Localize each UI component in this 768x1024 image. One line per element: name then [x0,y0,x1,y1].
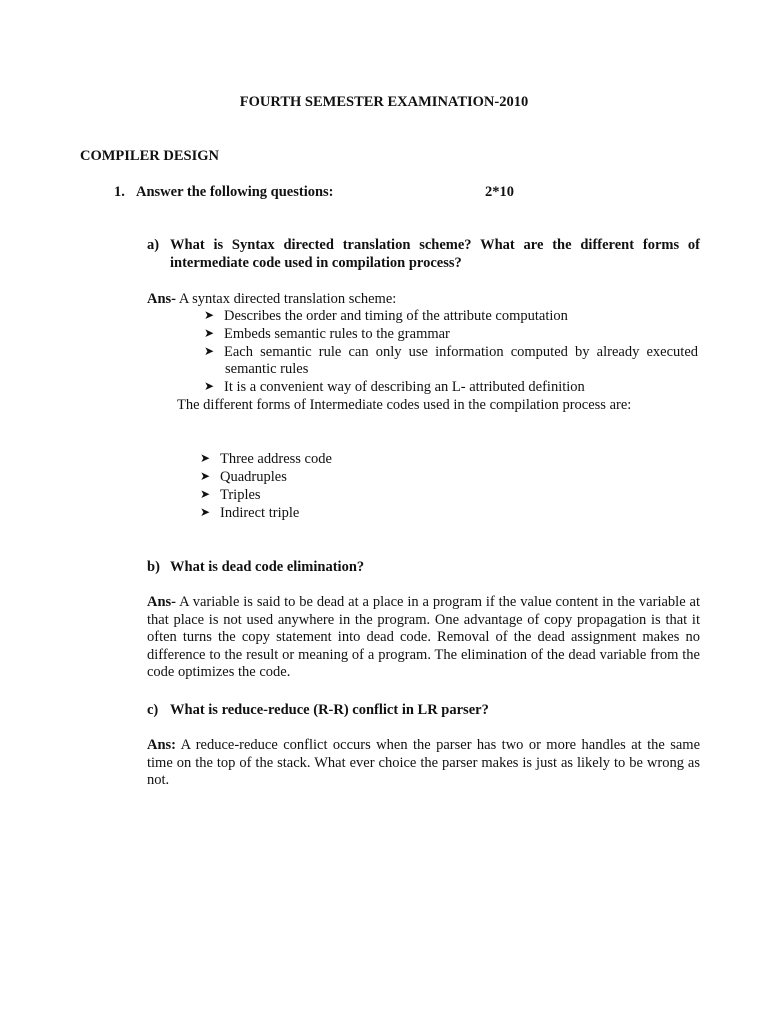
part-b-label: b) [147,559,160,575]
answer-text: A variable is said to be dead at a place in a program if the value content in the variable at that place is not used anywhere in the program. One advantage of copy propagation is that it often turns the copy statement into dead code. Removal of the dead assignment makes no difference to the result or meaning of a program. The elimination of the dead variable from the code optimizes the code. [147,594,700,680]
list-item [200,487,261,504]
list-item-text: Triples [220,487,261,503]
answer-text: A reduce-reduce conflict occurs when the parser has two or more handles at the same time on the top of the stack. What ever choice the parser makes is just as likely to be wrong as not. [147,737,700,788]
list-item [200,505,299,522]
arrowhead-bullet-icon: ➤ [200,505,211,519]
arrowhead-bullet-icon: ➤ [200,487,211,501]
list-item-text: Embeds semantic rules to the grammar [224,326,450,342]
arrowhead-bullet-icon: ➤ [204,308,215,322]
list-item [204,308,568,325]
answer-intro-text: A syntax directed translation scheme: [176,291,397,307]
part-a-question-line2: intermediate code used in compilation process? [170,255,462,271]
exam-title: FOURTH SEMESTER EXAMINATION-2010 [239,94,529,110]
list-item [200,451,332,468]
part-c-answer [147,737,700,790]
list-item-text: Describes the order and timing of the attribute computation [224,308,568,324]
part-a-label: a) [147,237,160,253]
arrowhead-bullet-icon: ➤ [200,451,211,465]
list-item-continuation: semantic rules [225,361,309,377]
part-a-answer-intro [147,291,396,308]
arrowhead-bullet-icon: ➤ [204,344,215,358]
list-item-text: Three address code [220,451,332,467]
list-item-text: Indirect triple [220,505,300,521]
part-b-question: What is dead code elimination? [170,559,365,575]
forms-intro: The different forms of Intermediate codes used in the compilation process are: [177,397,632,413]
question-marks: 2*10 [485,184,514,200]
list-item [204,379,585,396]
arrowhead-bullet-icon: ➤ [204,326,215,340]
answer-label: Ans- [147,291,177,307]
list-item [204,326,450,343]
question-number: 1. [114,184,125,200]
part-c-label: c) [147,702,159,718]
list-item [200,469,287,486]
part-c-question: What is reduce-reduce (R-R) conflict in LR parser? [170,702,489,718]
list-item [204,344,700,362]
list-item-text: It is a convenient way of describing an L- attributed definition [224,379,585,395]
question-instruction: Answer the following questions: [136,184,334,200]
arrowhead-bullet-icon: ➤ [204,379,215,393]
subject-title: COMPILER DESIGN [80,148,219,164]
list-item-text: Quadruples [220,469,287,485]
part-b-answer [147,594,700,682]
part-a-question-line1: What is Syntax directed translation scheme? What are the different forms of [170,237,700,253]
arrowhead-bullet-icon: ➤ [200,469,211,483]
list-item-text: Each semantic rule can only use information computed by already executed [224,344,698,360]
answer-label: Ans- [147,594,177,610]
answer-label: Ans: [147,737,177,753]
